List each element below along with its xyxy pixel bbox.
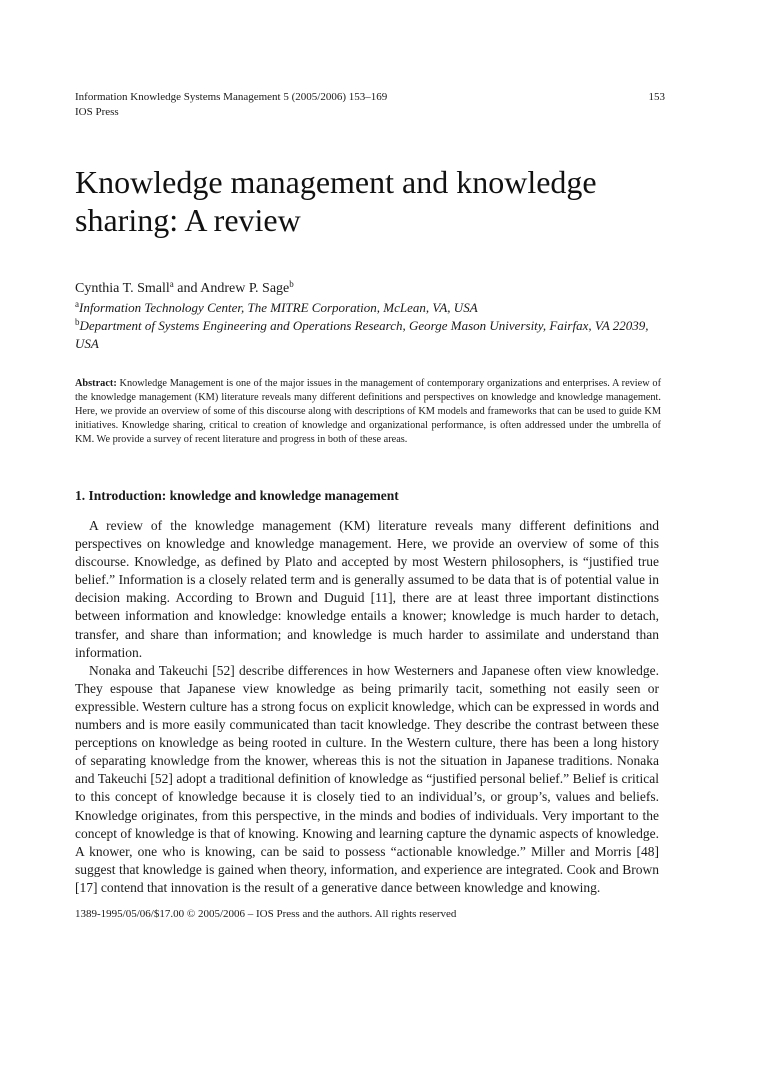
affiliation-a-text: Information Technology Center, The MITRE Corporation, McLean, VA, USA (79, 300, 478, 315)
affiliation-b-text: Department of Systems Engineering and Operations Research, George Mason University, Fairfax, VA 22039, USA (75, 318, 649, 351)
author-1-mark: a (169, 279, 174, 289)
affiliation-b-mark: b (75, 317, 80, 327)
running-header (75, 90, 665, 120)
publisher: IOS Press (75, 106, 119, 118)
page-number: 153 (648, 91, 665, 103)
title-line-1: Knowledge management and knowledge (75, 164, 597, 200)
abstract-label: Abstract: (75, 378, 117, 389)
title-line-2: sharing: A review (75, 202, 301, 238)
copyright-footer: 1389-1995/05/06/$17.00 © 2005/2006 – IOS Press and the authors. All rights reserved (75, 908, 457, 920)
abstract (75, 377, 661, 447)
affiliation-a (75, 299, 665, 317)
author-2: Andrew P. Sage (200, 281, 290, 296)
affiliation-b (75, 317, 665, 353)
section-heading: 1. Introduction: knowledge and knowledge management (75, 488, 399, 503)
author-2-mark: b (289, 279, 294, 289)
author-1: Cynthia T. Small (75, 281, 170, 296)
author-list (75, 280, 675, 298)
abstract-text: Knowledge Management is one of the major issues in the management of contemporary organizations and enterprises. A review of the knowledge management (KM) literature reveals many different definitions and perspectives on knowledge and knowledge management. Here, we provide an overview of some of this discourse along with descriptions of KM models and frameworks that can be used to guide KM initiatives. Knowledge sharing, critical to creation of knowledge and organizational performance, is often addressed under the umbrella of KM. We provide a survey of recent literature and progress in both of these areas. (75, 378, 661, 445)
paragraph: A review of the knowledge management (KM) literature reveals many different definitions and perspectives on knowledge and knowledge management. Here, we provide an overview of some of this discourse. Knowledge, as defined by Plato and accepted by most Western philosophers, is “justified true belief.” Information is a closely related term and is generally assumed to be data that is of potential value in decision making. According to Brown and Duguid [11], there are at least three important distinctions between information and knowledge: knowledge entails a knower; knowledge is much harder to detach, transfer, and share than information; and knowledge is much harder to assimilate and understand than information. (75, 518, 659, 660)
affiliation-a-mark: a (75, 299, 79, 309)
journal-citation: Information Knowledge Systems Management 5 (2005/2006) 153–169 (75, 91, 388, 103)
paper-title (75, 163, 675, 239)
body-text (75, 517, 659, 897)
paragraph: Nonaka and Takeuchi [52] describe differences in how Westerners and Japanese often view knowledge. They espouse that Japanese view knowledge as being primarily tacit, something not easily seen or expressible. Western culture has a strong focus on explicit knowledge, which can be expressed in words and numbers and is more easily communicated than tacit knowledge. They describe the contrast between these perceptions on knowledge as being rooted in culture. In the Western culture, there has been a long history of separating knowledge from the knower, whereas this is not the situation in Japanese traditions. Nonaka and Takeuchi [52] adopt a traditional definition of knowledge as “justified personal belief.” Belief is critical to this concept of knowledge because it is closely tied to an individual’s, or group’s, values and beliefs. Knowledge originates, from this perspective, in the minds and bodies of individuals. Very important to the concept of knowledge is that of knowing. Knowing and learning capture the dynamic aspects of knowledge. A knower, one who is knowing, can be said to possess “actionable knowledge.” Miller and Morris [48] suggest that knowledge is gained when theory, information, and experience are integrated. Cook and Brown [17] contend that innovation is the result of a generative dance between knowledge and knowing. (75, 662, 659, 895)
author-conjunction: and (173, 281, 201, 296)
